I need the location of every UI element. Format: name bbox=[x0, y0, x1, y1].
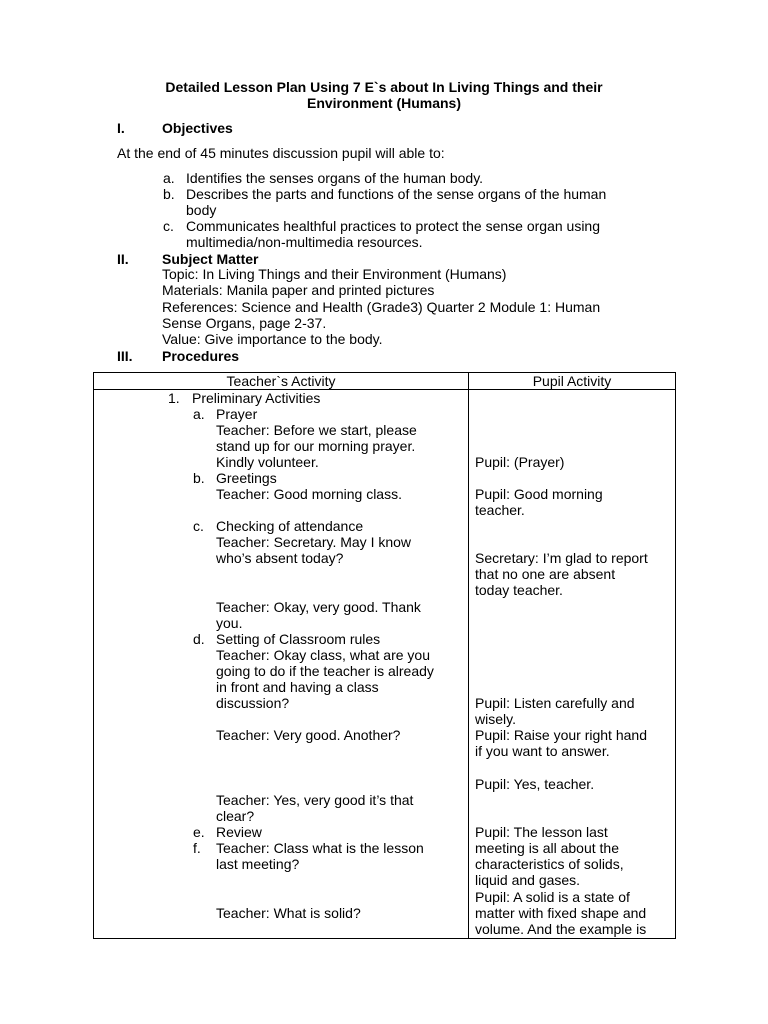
teacher-line: Kindly volunteer. bbox=[216, 454, 319, 470]
teacher-line: discussion? bbox=[216, 695, 290, 711]
objective-b-marker: b. bbox=[163, 186, 175, 202]
objective-b-text: Describes the parts and functions of the sense organs of the human bbox=[186, 186, 607, 202]
teacher-line: Teacher: Okay class, what are you bbox=[216, 647, 430, 663]
prayer-label: Prayer bbox=[216, 406, 258, 422]
preliminary-activities-label: Preliminary Activities bbox=[192, 390, 321, 406]
pupil-line: Pupil: Good morning bbox=[475, 486, 603, 502]
pupil-line: Pupil: The lesson last bbox=[475, 824, 608, 840]
review-label: Review bbox=[216, 824, 262, 840]
teacher-line: who’s absent today? bbox=[216, 550, 344, 566]
pupil-line: Pupil: Listen carefully and bbox=[475, 695, 635, 711]
pupil-line: matter with fixed shape and bbox=[475, 905, 647, 921]
pupil-line: teacher. bbox=[475, 502, 525, 518]
objective-b-text: body bbox=[186, 202, 217, 218]
objective-c-text: multimedia/non-multimedia resources. bbox=[186, 234, 423, 250]
section-3-heading: Procedures bbox=[162, 348, 240, 364]
pupil-activity-header: Pupil Activity bbox=[469, 373, 676, 390]
list-marker: c. bbox=[193, 518, 204, 534]
list-marker: d. bbox=[193, 631, 205, 647]
teacher-line: Teacher: Class what is the lesson bbox=[216, 840, 424, 856]
teacher-activity-cell bbox=[94, 390, 468, 938]
list-marker: 1. bbox=[168, 390, 180, 406]
pupil-line: if you want to answer. bbox=[475, 743, 610, 759]
objective-a-marker: a. bbox=[163, 170, 175, 186]
pupil-line: Pupil: (Prayer) bbox=[475, 454, 565, 470]
section-1-number: I. bbox=[117, 120, 125, 136]
list-marker: a. bbox=[193, 406, 205, 422]
pupil-line: liquid and gases. bbox=[475, 872, 581, 888]
teacher-line: Teacher: What is solid? bbox=[216, 905, 361, 921]
objective-c-marker: c. bbox=[163, 218, 174, 234]
pupil-line: Secretary: I’m glad to report bbox=[475, 550, 648, 566]
pupil-line: meeting is all about the bbox=[475, 840, 619, 856]
section-2-heading: Subject Matter bbox=[162, 251, 259, 267]
section-2-number: II. bbox=[117, 251, 129, 267]
document-title-line1: Detailed Lesson Plan Using 7 E`s about In Living Things and their bbox=[165, 79, 603, 95]
list-marker: f. bbox=[193, 840, 201, 856]
teacher-line: last meeting? bbox=[216, 856, 300, 872]
teacher-line: going to do if the teacher is already bbox=[216, 663, 434, 679]
subject-topic: Topic: In Living Things and their Environment (Humans) bbox=[162, 266, 507, 282]
pupil-line: volume. And the example is bbox=[475, 921, 647, 937]
classroom-rules-label: Setting of Classroom rules bbox=[216, 631, 381, 647]
subject-materials: Materials: Manila paper and printed pictures bbox=[162, 282, 435, 298]
pupil-line: today teacher. bbox=[475, 582, 563, 598]
teacher-line: Teacher: Okay, very good. Thank bbox=[216, 599, 421, 615]
teacher-line: Teacher: Very good. Another? bbox=[216, 727, 401, 743]
document-title-line2: Environment (Humans) bbox=[306, 95, 461, 111]
teacher-line: stand up for our morning prayer. bbox=[216, 438, 416, 454]
pupil-line: that no one are absent bbox=[475, 566, 616, 582]
pupil-activity-cell bbox=[469, 390, 675, 938]
pupil-line: Pupil: A solid is a state of bbox=[475, 889, 630, 905]
objectives-intro: At the end of 45 minutes discussion pupil will able to: bbox=[117, 145, 445, 161]
teacher-line: Teacher: Secretary. May I know bbox=[216, 534, 412, 550]
pupil-line: characteristics of solids, bbox=[475, 856, 624, 872]
list-marker: b. bbox=[193, 470, 205, 486]
subject-references: Sense Organs, page 2-37. bbox=[162, 315, 327, 331]
subject-references: References: Science and Health (Grade3) Quarter 2 Module 1: Human bbox=[162, 299, 601, 315]
teacher-activity-header: Teacher`s Activity bbox=[94, 373, 469, 390]
subject-value: Value: Give importance to the body. bbox=[162, 331, 383, 347]
teacher-line: Teacher: Before we start, please bbox=[216, 422, 417, 438]
procedures-table bbox=[93, 372, 676, 939]
pupil-line: wisely. bbox=[475, 711, 516, 727]
teacher-line: clear? bbox=[216, 808, 255, 824]
section-3-number: III. bbox=[117, 348, 133, 364]
teacher-line: in front and having a class bbox=[216, 679, 379, 695]
pupil-line: Pupil: Yes, teacher. bbox=[475, 776, 595, 792]
list-marker: e. bbox=[193, 824, 205, 840]
objective-a-text: Identifies the senses organs of the human body. bbox=[186, 170, 484, 186]
teacher-line: Teacher: Good morning class. bbox=[216, 486, 402, 502]
greetings-label: Greetings bbox=[216, 470, 277, 486]
teacher-line: you. bbox=[216, 615, 243, 631]
objective-c-text: Communicates healthful practices to protect the sense organ using bbox=[186, 218, 601, 234]
section-1-heading: Objectives bbox=[162, 120, 233, 136]
teacher-line: Teacher: Yes, very good it’s that bbox=[216, 792, 414, 808]
attendance-label: Checking of attendance bbox=[216, 518, 364, 534]
pupil-line: Pupil: Raise your right hand bbox=[475, 727, 647, 743]
